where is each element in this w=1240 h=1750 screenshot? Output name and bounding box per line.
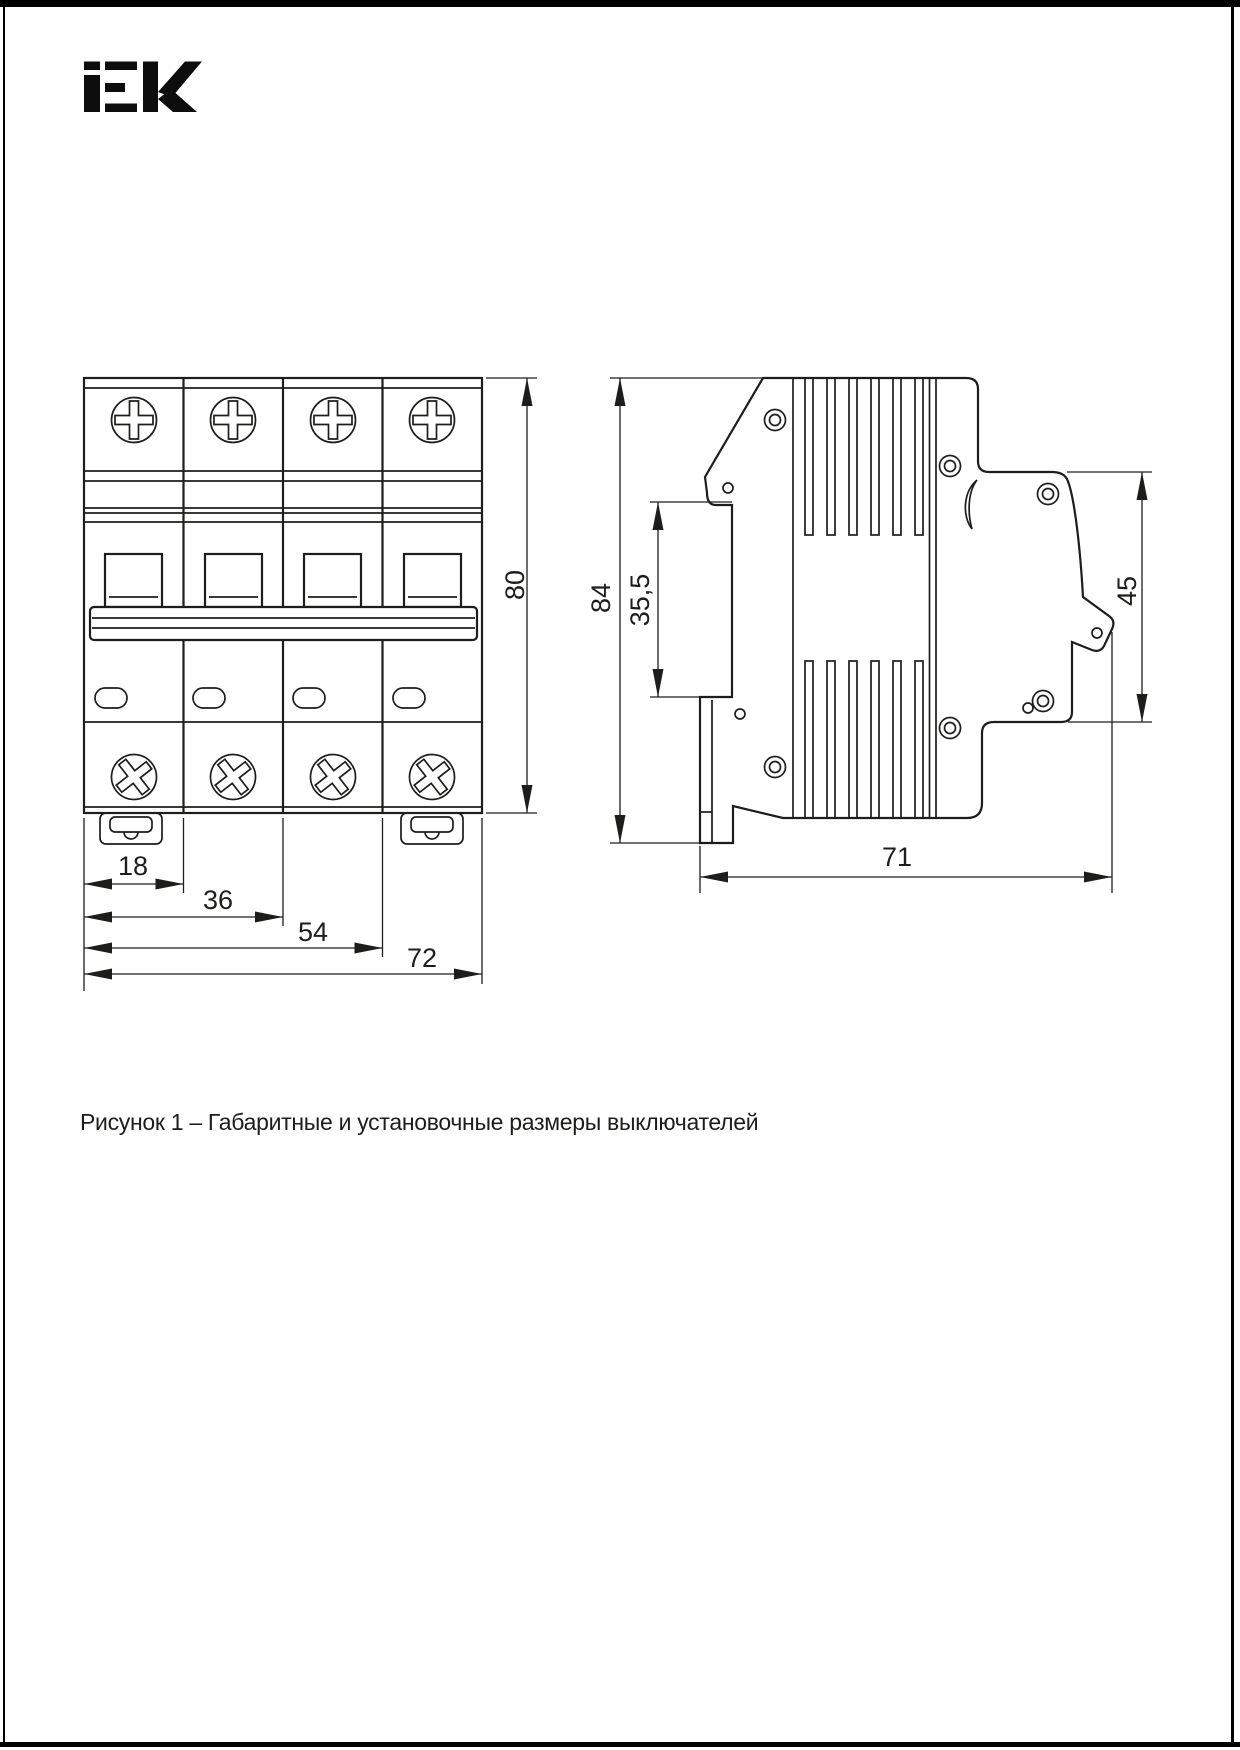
- tie-bar: [90, 607, 477, 640]
- figure-caption: Рисунок 1 – Габаритные и установочные размеры выключателей: [80, 1109, 759, 1135]
- dim-label-71: 71: [881, 842, 913, 872]
- latch: [1092, 628, 1102, 638]
- breaker-body-side: [700, 378, 1113, 843]
- din-mount-clips: [100, 813, 463, 844]
- dim-label-80: 80: [500, 569, 530, 601]
- iek-logo: [84, 62, 202, 113]
- din-clip-side: [700, 700, 745, 843]
- vent-slots: [793, 378, 936, 818]
- side-dimensions: [586, 378, 1152, 893]
- toggle-lever-side: [723, 483, 733, 493]
- breaker-body-front: [84, 378, 482, 813]
- dim-label-18: 18: [117, 851, 149, 881]
- side-view: [586, 378, 1152, 893]
- label-windows: [95, 688, 425, 708]
- front-view: [84, 378, 537, 991]
- dim-label-54: 54: [297, 917, 329, 947]
- front-dimensions: [84, 378, 537, 991]
- dim-label-84: 84: [586, 582, 616, 614]
- dim-label-72: 72: [406, 943, 438, 973]
- dim-label-36: 36: [202, 885, 234, 915]
- dim-label-45: 45: [1112, 575, 1142, 607]
- dim-label-35-5: 35,5: [625, 573, 655, 627]
- curved-slot: [965, 480, 977, 529]
